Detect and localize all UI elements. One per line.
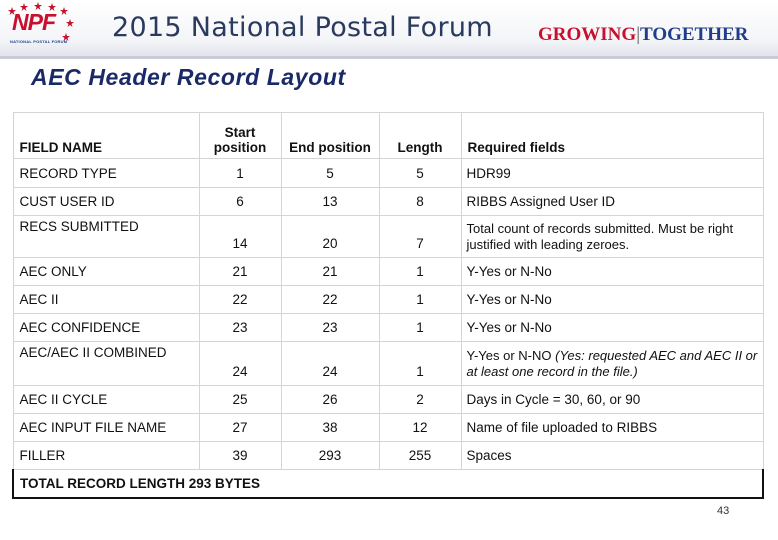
col-header-start-position — [199, 113, 281, 159]
field-name-cell: AEC II CYCLE — [13, 386, 199, 414]
required-cell: Total count of records submitted. Must be right justified with leading zeroes. — [461, 216, 763, 258]
table-row — [13, 159, 763, 188]
start-cell: 6 — [199, 188, 281, 216]
npf-logo — [4, 1, 74, 53]
field-name-cell: AEC ONLY — [13, 258, 199, 286]
table-row — [13, 286, 763, 314]
table-row — [13, 216, 763, 258]
start-cell: 22 — [199, 286, 281, 314]
col-header-start-line2: position — [213, 140, 267, 155]
required-cell: Y-Yes or N-No — [461, 314, 763, 342]
required-cell: Y-Yes or N-No — [461, 286, 763, 314]
tagline-separator: | — [636, 24, 640, 45]
length-cell: 1 — [379, 286, 461, 314]
length-cell: 8 — [379, 188, 461, 216]
length-cell: 255 — [379, 442, 461, 470]
field-name-cell: FILLER — [13, 442, 199, 470]
length-cell: 1 — [379, 342, 461, 386]
end-cell: 23 — [281, 314, 379, 342]
col-header-start-line1: Start — [224, 125, 256, 140]
end-cell: 13 — [281, 188, 379, 216]
start-cell: 24 — [199, 342, 281, 386]
table-row — [13, 414, 763, 442]
table-row — [13, 442, 763, 470]
required-cell: RIBBS Assigned User ID — [461, 188, 763, 216]
logo-tagline: NATIONAL POSTAL FORUM — [10, 39, 68, 44]
header-banner — [0, 0, 778, 59]
length-cell: 1 — [379, 258, 461, 286]
length-cell: 5 — [379, 159, 461, 188]
total-row — [13, 470, 763, 498]
required-note: (Yes: requested AEC and AEC II or at least one record in the file.) — [466, 347, 758, 379]
required-cell: Y-Yes or N-No — [461, 258, 763, 286]
header-record-table — [12, 112, 764, 499]
table-row — [13, 386, 763, 414]
total-record-length: TOTAL RECORD LENGTH 293 BYTES — [13, 470, 763, 498]
start-cell: 25 — [199, 386, 281, 414]
field-name-cell: RECORD TYPE — [13, 159, 199, 188]
field-name-cell: AEC/AEC II COMBINED — [13, 342, 199, 386]
end-cell: 21 — [281, 258, 379, 286]
required-value: Y-Yes or N-NO — [466, 347, 552, 363]
length-cell: 1 — [379, 314, 461, 342]
required-cell: Spaces — [461, 442, 763, 470]
length-cell: 7 — [379, 216, 461, 258]
end-cell: 22 — [281, 286, 379, 314]
start-cell: 14 — [199, 216, 281, 258]
start-cell: 21 — [199, 258, 281, 286]
required-cell: HDR99 — [461, 159, 763, 188]
field-name-cell: CUST USER ID — [13, 188, 199, 216]
required-cell — [461, 342, 763, 386]
required-cell: Days in Cycle = 30, 60, or 90 — [461, 386, 763, 414]
start-cell: 39 — [199, 442, 281, 470]
table-row — [13, 258, 763, 286]
required-cell: Name of file uploaded to RIBBS — [461, 414, 763, 442]
end-cell: 24 — [281, 342, 379, 386]
end-cell: 5 — [281, 159, 379, 188]
start-cell: 1 — [199, 159, 281, 188]
tagline-growing: GROWING — [538, 24, 637, 45]
col-header-field-name: FIELD NAME — [13, 113, 199, 159]
table-row — [13, 314, 763, 342]
start-cell: 23 — [199, 314, 281, 342]
col-header-end-position: End position — [281, 113, 379, 159]
end-cell: 20 — [281, 216, 379, 258]
end-cell: 26 — [281, 386, 379, 414]
slide-title: AEC Header Record Layout — [31, 64, 346, 90]
field-name-cell: AEC INPUT FILE NAME — [13, 414, 199, 442]
length-cell: 2 — [379, 386, 461, 414]
col-header-required-fields: Required fields — [461, 113, 763, 159]
col-header-length: Length — [379, 113, 461, 159]
field-name-cell: AEC CONFIDENCE — [13, 314, 199, 342]
table-row — [13, 342, 763, 386]
tagline-together: TOGETHER — [640, 24, 749, 45]
page-number: 43 — [717, 505, 730, 517]
logo-text: NPF — [12, 9, 55, 35]
table-row — [13, 188, 763, 216]
field-name-cell: AEC II — [13, 286, 199, 314]
table-header-row — [13, 113, 763, 159]
field-name-cell: RECS SUBMITTED — [13, 216, 199, 258]
conference-tagline — [538, 24, 748, 46]
end-cell: 38 — [281, 414, 379, 442]
length-cell: 12 — [379, 414, 461, 442]
conference-title: 2015 National Postal Forum — [112, 12, 493, 43]
end-cell: 293 — [281, 442, 379, 470]
start-cell: 27 — [199, 414, 281, 442]
